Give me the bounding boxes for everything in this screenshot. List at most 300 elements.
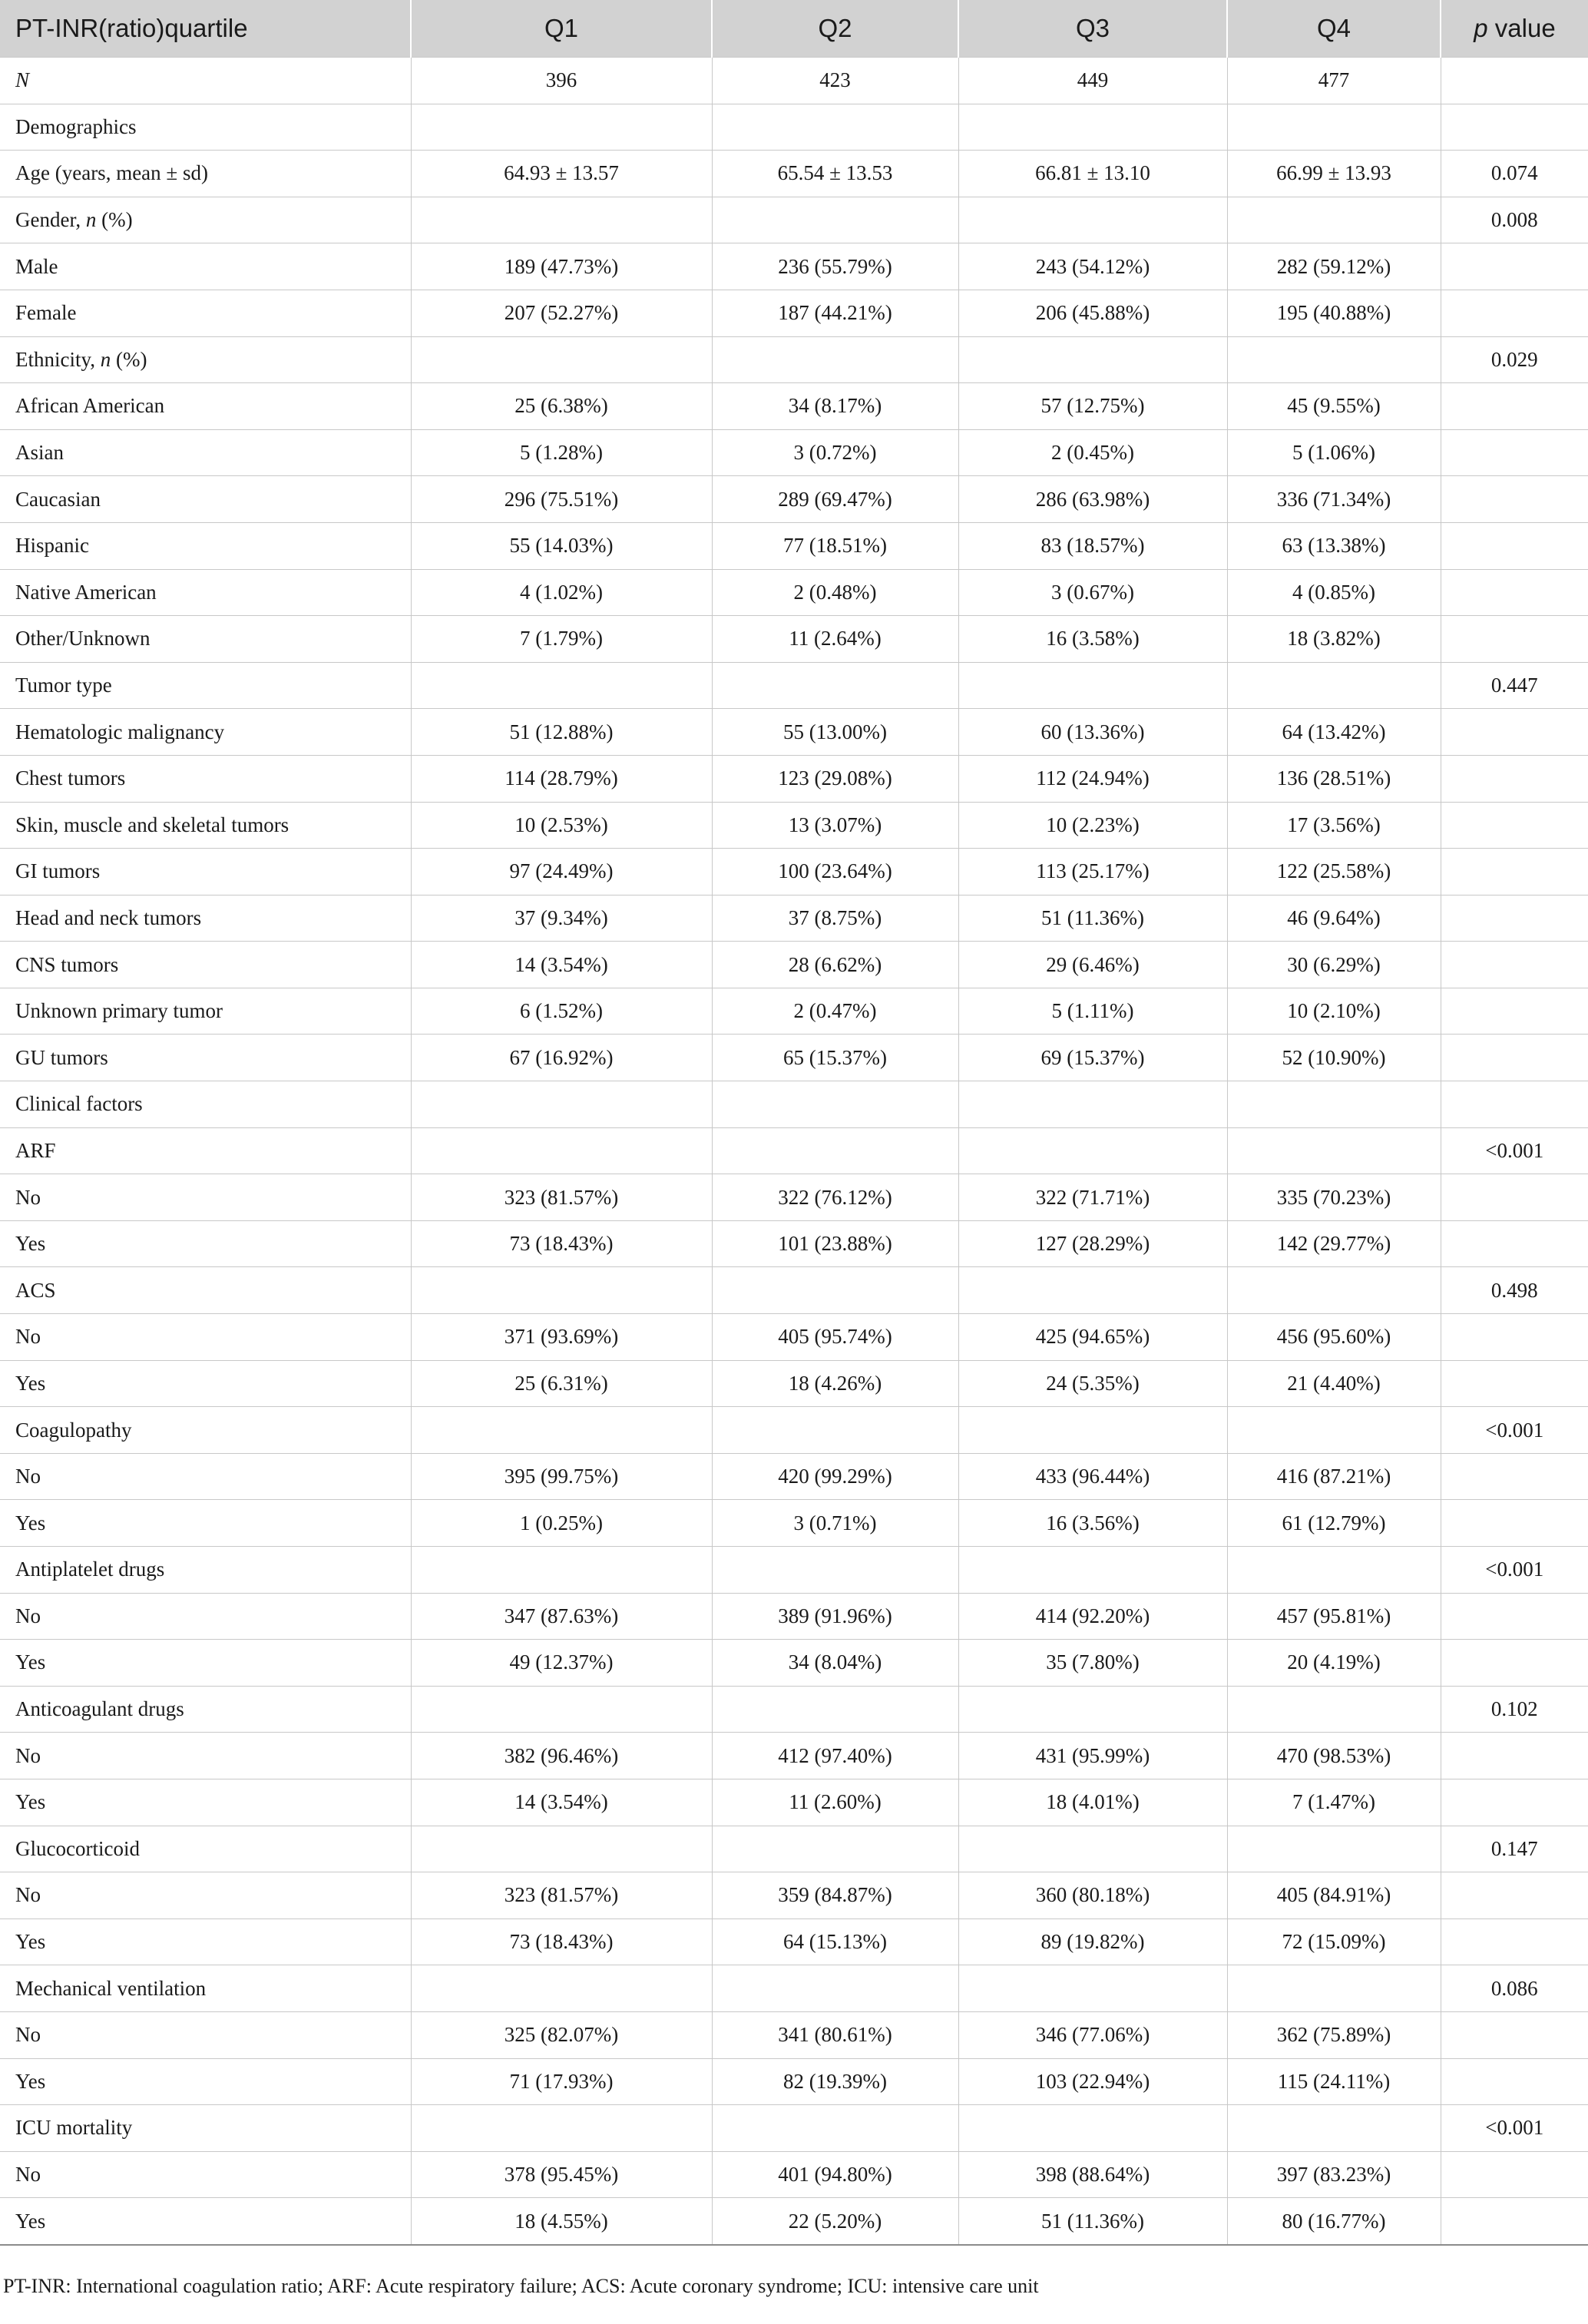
cell-q2: 65.54 ± 13.53 bbox=[712, 151, 958, 197]
cell-q3: 83 (18.57%) bbox=[958, 522, 1227, 569]
row-label: Coagulopathy bbox=[0, 1407, 411, 1454]
table-row bbox=[0, 243, 1588, 290]
table-header-row bbox=[0, 0, 1588, 58]
row-label: No bbox=[0, 1872, 411, 1919]
cell-q2: 2 (0.47%) bbox=[712, 988, 958, 1035]
table-row bbox=[0, 709, 1588, 756]
cell-q1: 207 (52.27%) bbox=[411, 290, 712, 336]
cell-q1: 114 (28.79%) bbox=[411, 755, 712, 802]
table-row bbox=[0, 476, 1588, 523]
cell-p-value bbox=[1441, 2011, 1588, 2058]
cell-q1: 382 (96.46%) bbox=[411, 1733, 712, 1779]
cell-q2: 405 (95.74%) bbox=[712, 1314, 958, 1361]
cell-p-value bbox=[1441, 1593, 1588, 1640]
cell-p-value bbox=[1441, 942, 1588, 988]
row-label: Yes bbox=[0, 1640, 411, 1687]
header-q1: Q1 bbox=[411, 0, 712, 58]
cell-q1: 10 (2.53%) bbox=[411, 802, 712, 849]
cell-q3 bbox=[958, 1826, 1227, 1872]
cell-q3: 51 (11.36%) bbox=[958, 2198, 1227, 2245]
row-label: Glucocorticoid bbox=[0, 1826, 411, 1872]
cell-p-value bbox=[1441, 2058, 1588, 2105]
cell-q3: 127 (28.29%) bbox=[958, 1220, 1227, 1267]
cell-q3 bbox=[958, 2105, 1227, 2152]
cell-q2 bbox=[712, 1081, 958, 1128]
cell-p-value bbox=[1441, 243, 1588, 290]
row-label: Clinical factors bbox=[0, 1081, 411, 1128]
cell-q4: 336 (71.34%) bbox=[1227, 476, 1441, 523]
table-row bbox=[0, 1640, 1588, 1687]
cell-p-value: <0.001 bbox=[1441, 2105, 1588, 2152]
cell-p-value bbox=[1441, 849, 1588, 896]
cell-q2: 34 (8.04%) bbox=[712, 1640, 958, 1687]
cell-q2 bbox=[712, 1127, 958, 1174]
table-row bbox=[0, 1453, 1588, 1500]
cell-q1: 189 (47.73%) bbox=[411, 243, 712, 290]
cell-p-value bbox=[1441, 1360, 1588, 1407]
row-label: No bbox=[0, 2011, 411, 2058]
table-row bbox=[0, 2105, 1588, 2152]
cell-q2: 11 (2.60%) bbox=[712, 1779, 958, 1826]
cell-p-value: 0.147 bbox=[1441, 1826, 1588, 1872]
cell-q2: 18 (4.26%) bbox=[712, 1360, 958, 1407]
cell-p-value: <0.001 bbox=[1441, 1127, 1588, 1174]
cell-q2: 101 (23.88%) bbox=[712, 1220, 958, 1267]
table-row bbox=[0, 2151, 1588, 2198]
cell-q4: 477 bbox=[1227, 58, 1441, 104]
cell-q3 bbox=[958, 1965, 1227, 2012]
row-label: N bbox=[0, 58, 411, 104]
cell-q1: 5 (1.28%) bbox=[411, 429, 712, 476]
cell-q2 bbox=[712, 1826, 958, 1872]
row-label: No bbox=[0, 2151, 411, 2198]
cell-q2: 423 bbox=[712, 58, 958, 104]
cell-q1: 347 (87.63%) bbox=[411, 1593, 712, 1640]
cell-q2: 3 (0.72%) bbox=[712, 429, 958, 476]
row-label: Hispanic bbox=[0, 522, 411, 569]
cell-q1: 49 (12.37%) bbox=[411, 1640, 712, 1687]
table-row bbox=[0, 988, 1588, 1035]
row-label: Male bbox=[0, 243, 411, 290]
cell-q2: 322 (76.12%) bbox=[712, 1174, 958, 1221]
row-label: Anticoagulant drugs bbox=[0, 1686, 411, 1733]
cell-q4: 45 (9.55%) bbox=[1227, 383, 1441, 430]
cell-q4: 282 (59.12%) bbox=[1227, 243, 1441, 290]
cell-q2: 389 (91.96%) bbox=[712, 1593, 958, 1640]
cell-q1 bbox=[411, 1127, 712, 1174]
cell-q2: 187 (44.21%) bbox=[712, 290, 958, 336]
cell-p-value: 0.102 bbox=[1441, 1686, 1588, 1733]
cell-q4 bbox=[1227, 1081, 1441, 1128]
cell-p-value: 0.008 bbox=[1441, 197, 1588, 243]
table-row bbox=[0, 1965, 1588, 2012]
table-row bbox=[0, 1500, 1588, 1547]
table-row bbox=[0, 197, 1588, 243]
cell-q4: 61 (12.79%) bbox=[1227, 1500, 1441, 1547]
table-row bbox=[0, 2198, 1588, 2245]
cell-q2 bbox=[712, 662, 958, 709]
cell-q2: 34 (8.17%) bbox=[712, 383, 958, 430]
cell-q1 bbox=[411, 1267, 712, 1314]
cell-p-value bbox=[1441, 1220, 1588, 1267]
table-row bbox=[0, 1174, 1588, 1221]
table-row bbox=[0, 336, 1588, 383]
cell-p-value bbox=[1441, 616, 1588, 663]
cell-q3: 5 (1.11%) bbox=[958, 988, 1227, 1035]
cell-q1 bbox=[411, 1081, 712, 1128]
table-row bbox=[0, 1267, 1588, 1314]
cell-q3: 10 (2.23%) bbox=[958, 802, 1227, 849]
row-label: Yes bbox=[0, 1500, 411, 1547]
row-label: Hematologic malignancy bbox=[0, 709, 411, 756]
row-label-italic: n bbox=[85, 208, 97, 232]
cell-q1: 51 (12.88%) bbox=[411, 709, 712, 756]
table-row bbox=[0, 942, 1588, 988]
cell-q1: 25 (6.31%) bbox=[411, 1360, 712, 1407]
cell-q2: 2 (0.48%) bbox=[712, 569, 958, 616]
cell-q1: 323 (81.57%) bbox=[411, 1174, 712, 1221]
cell-q3: 57 (12.75%) bbox=[958, 383, 1227, 430]
cell-q4: 30 (6.29%) bbox=[1227, 942, 1441, 988]
cell-q2 bbox=[712, 197, 958, 243]
table-row bbox=[0, 1826, 1588, 1872]
cell-q3: 69 (15.37%) bbox=[958, 1035, 1227, 1081]
cell-q2: 236 (55.79%) bbox=[712, 243, 958, 290]
table-row bbox=[0, 522, 1588, 569]
cell-p-value bbox=[1441, 1081, 1588, 1128]
cell-p-value: 0.074 bbox=[1441, 151, 1588, 197]
table-row bbox=[0, 1407, 1588, 1454]
row-label: Skin, muscle and skeletal tumors bbox=[0, 802, 411, 849]
cell-q3 bbox=[958, 197, 1227, 243]
cell-q4: 63 (13.38%) bbox=[1227, 522, 1441, 569]
row-label: Asian bbox=[0, 429, 411, 476]
cell-q3: 89 (19.82%) bbox=[958, 1918, 1227, 1965]
cell-q1: 396 bbox=[411, 58, 712, 104]
table-row bbox=[0, 1872, 1588, 1919]
cell-q4: 115 (24.11%) bbox=[1227, 2058, 1441, 2105]
cell-q3 bbox=[958, 1547, 1227, 1594]
cell-q1: 325 (82.07%) bbox=[411, 2011, 712, 2058]
cell-q2 bbox=[712, 2105, 958, 2152]
table-row bbox=[0, 1686, 1588, 1733]
cell-q1 bbox=[411, 1826, 712, 1872]
cell-q1: 71 (17.93%) bbox=[411, 2058, 712, 2105]
cell-q2: 341 (80.61%) bbox=[712, 2011, 958, 2058]
row-label: African American bbox=[0, 383, 411, 430]
cell-q4: 142 (29.77%) bbox=[1227, 1220, 1441, 1267]
table-row bbox=[0, 1081, 1588, 1128]
table-row bbox=[0, 1593, 1588, 1640]
cell-q2: 55 (13.00%) bbox=[712, 709, 958, 756]
cell-q3: 18 (4.01%) bbox=[958, 1779, 1227, 1826]
table-row bbox=[0, 1314, 1588, 1361]
cell-q3: 24 (5.35%) bbox=[958, 1360, 1227, 1407]
cell-q4: 195 (40.88%) bbox=[1227, 290, 1441, 336]
row-label: Unknown primary tumor bbox=[0, 988, 411, 1035]
cell-q4: 66.99 ± 13.93 bbox=[1227, 151, 1441, 197]
table-row bbox=[0, 662, 1588, 709]
cell-q4 bbox=[1227, 1826, 1441, 1872]
row-label: GU tumors bbox=[0, 1035, 411, 1081]
row-label: No bbox=[0, 1314, 411, 1361]
cell-q4 bbox=[1227, 1127, 1441, 1174]
table-row bbox=[0, 1779, 1588, 1826]
row-label: Chest tumors bbox=[0, 755, 411, 802]
row-label: Yes bbox=[0, 2058, 411, 2105]
cell-q3: 51 (11.36%) bbox=[958, 895, 1227, 942]
row-label: Native American bbox=[0, 569, 411, 616]
cell-q3: 286 (63.98%) bbox=[958, 476, 1227, 523]
cell-q4: 52 (10.90%) bbox=[1227, 1035, 1441, 1081]
cell-q1 bbox=[411, 2105, 712, 2152]
cell-q2 bbox=[712, 104, 958, 151]
cell-q1 bbox=[411, 1686, 712, 1733]
cell-p-value bbox=[1441, 1314, 1588, 1361]
cell-p-value bbox=[1441, 522, 1588, 569]
cell-q4: 72 (15.09%) bbox=[1227, 1918, 1441, 1965]
row-label: Antiplatelet drugs bbox=[0, 1547, 411, 1594]
cell-q3: 414 (92.20%) bbox=[958, 1593, 1227, 1640]
cell-p-value: <0.001 bbox=[1441, 1547, 1588, 1594]
cell-q2: 13 (3.07%) bbox=[712, 802, 958, 849]
cell-q3: 398 (88.64%) bbox=[958, 2151, 1227, 2198]
cell-q4: 470 (98.53%) bbox=[1227, 1733, 1441, 1779]
table-row bbox=[0, 802, 1588, 849]
cell-q4: 17 (3.56%) bbox=[1227, 802, 1441, 849]
cell-q1: 6 (1.52%) bbox=[411, 988, 712, 1035]
row-label: No bbox=[0, 1593, 411, 1640]
cell-p-value bbox=[1441, 290, 1588, 336]
table-row bbox=[0, 383, 1588, 430]
table-row bbox=[0, 616, 1588, 663]
table-row bbox=[0, 1035, 1588, 1081]
cell-q3: 243 (54.12%) bbox=[958, 243, 1227, 290]
cell-p-value bbox=[1441, 1035, 1588, 1081]
cell-q3: 425 (94.65%) bbox=[958, 1314, 1227, 1361]
table-row bbox=[0, 849, 1588, 896]
table-row bbox=[0, 104, 1588, 151]
cell-q4: 80 (16.77%) bbox=[1227, 2198, 1441, 2245]
cell-p-value bbox=[1441, 1500, 1588, 1547]
cell-q2: 37 (8.75%) bbox=[712, 895, 958, 942]
row-label: Demographics bbox=[0, 104, 411, 151]
cell-p-value bbox=[1441, 569, 1588, 616]
row-label: Yes bbox=[0, 1918, 411, 1965]
cell-q4 bbox=[1227, 662, 1441, 709]
cell-p-value bbox=[1441, 1872, 1588, 1919]
header-p-value bbox=[1441, 0, 1588, 58]
row-label: No bbox=[0, 1733, 411, 1779]
cell-q3: 3 (0.67%) bbox=[958, 569, 1227, 616]
header-variable: PT-INR(ratio)quartile bbox=[0, 0, 411, 58]
row-label: Mechanical ventilation bbox=[0, 1965, 411, 2012]
cell-q4: 20 (4.19%) bbox=[1227, 1640, 1441, 1687]
cell-q2 bbox=[712, 1267, 958, 1314]
cell-p-value bbox=[1441, 1640, 1588, 1687]
table-row bbox=[0, 2011, 1588, 2058]
cell-q2: 65 (15.37%) bbox=[712, 1035, 958, 1081]
cell-q1: 73 (18.43%) bbox=[411, 1918, 712, 1965]
cell-q3: 449 bbox=[958, 58, 1227, 104]
table-row bbox=[0, 1127, 1588, 1174]
row-label: CNS tumors bbox=[0, 942, 411, 988]
cell-q4 bbox=[1227, 2105, 1441, 2152]
cell-q3 bbox=[958, 662, 1227, 709]
cell-q1: 97 (24.49%) bbox=[411, 849, 712, 896]
cell-q4: 10 (2.10%) bbox=[1227, 988, 1441, 1035]
row-label: Age (years, mean ± sd) bbox=[0, 151, 411, 197]
cell-p-value bbox=[1441, 58, 1588, 104]
row-label: ICU mortality bbox=[0, 2105, 411, 2152]
cell-q3 bbox=[958, 336, 1227, 383]
cell-q3: 60 (13.36%) bbox=[958, 709, 1227, 756]
cell-q4 bbox=[1227, 104, 1441, 151]
cell-q3: 322 (71.71%) bbox=[958, 1174, 1227, 1221]
cell-q3 bbox=[958, 1686, 1227, 1733]
cell-q1: 14 (3.54%) bbox=[411, 942, 712, 988]
cell-q3: 113 (25.17%) bbox=[958, 849, 1227, 896]
cell-q1 bbox=[411, 662, 712, 709]
cell-q4: 21 (4.40%) bbox=[1227, 1360, 1441, 1407]
cell-p-value bbox=[1441, 383, 1588, 430]
row-label bbox=[0, 336, 411, 383]
cell-q4: 122 (25.58%) bbox=[1227, 849, 1441, 896]
cell-q4 bbox=[1227, 197, 1441, 243]
table-row bbox=[0, 58, 1588, 104]
row-label: ARF bbox=[0, 1127, 411, 1174]
cell-q1: 4 (1.02%) bbox=[411, 569, 712, 616]
cell-q2: 11 (2.64%) bbox=[712, 616, 958, 663]
cell-q4: 136 (28.51%) bbox=[1227, 755, 1441, 802]
cell-q1: 323 (81.57%) bbox=[411, 1872, 712, 1919]
cell-q1: 14 (3.54%) bbox=[411, 1779, 712, 1826]
header-q4: Q4 bbox=[1227, 0, 1441, 58]
cell-q2: 82 (19.39%) bbox=[712, 2058, 958, 2105]
row-label: Yes bbox=[0, 1779, 411, 1826]
cell-q3: 66.81 ± 13.10 bbox=[958, 151, 1227, 197]
cell-q3 bbox=[958, 1081, 1227, 1128]
row-label: No bbox=[0, 1174, 411, 1221]
cell-q4 bbox=[1227, 336, 1441, 383]
row-label: Tumor type bbox=[0, 662, 411, 709]
cell-q2 bbox=[712, 1686, 958, 1733]
cell-q1: 395 (99.75%) bbox=[411, 1453, 712, 1500]
table-row bbox=[0, 290, 1588, 336]
cell-q2: 401 (94.80%) bbox=[712, 2151, 958, 2198]
cell-q1 bbox=[411, 1547, 712, 1594]
row-label-prefix: Gender, bbox=[15, 208, 86, 232]
row-label: No bbox=[0, 1453, 411, 1500]
table-body bbox=[0, 58, 1588, 2245]
table-row bbox=[0, 2058, 1588, 2105]
cell-p-value bbox=[1441, 1779, 1588, 1826]
row-label-suffix: (%) bbox=[111, 347, 147, 371]
cell-q3: 433 (96.44%) bbox=[958, 1453, 1227, 1500]
cell-p-value: <0.001 bbox=[1441, 1407, 1588, 1454]
cell-q3: 16 (3.58%) bbox=[958, 616, 1227, 663]
cell-q3: 2 (0.45%) bbox=[958, 429, 1227, 476]
table-row bbox=[0, 1733, 1588, 1779]
cell-q4 bbox=[1227, 1686, 1441, 1733]
row-label: ACS bbox=[0, 1267, 411, 1314]
cell-p-value bbox=[1441, 476, 1588, 523]
cell-p-value bbox=[1441, 2198, 1588, 2245]
cell-q4 bbox=[1227, 1965, 1441, 2012]
cell-q4: 18 (3.82%) bbox=[1227, 616, 1441, 663]
cell-p-value bbox=[1441, 1918, 1588, 1965]
cell-q4 bbox=[1227, 1267, 1441, 1314]
row-label-italic: n bbox=[100, 347, 111, 371]
header-q3: Q3 bbox=[958, 0, 1227, 58]
cell-q1: 37 (9.34%) bbox=[411, 895, 712, 942]
cell-q3: 16 (3.56%) bbox=[958, 1500, 1227, 1547]
cell-q4: 4 (0.85%) bbox=[1227, 569, 1441, 616]
cell-q1 bbox=[411, 1965, 712, 2012]
cell-q4 bbox=[1227, 1547, 1441, 1594]
row-label: Caucasian bbox=[0, 476, 411, 523]
cell-q2 bbox=[712, 1965, 958, 2012]
cell-q2: 420 (99.29%) bbox=[712, 1453, 958, 1500]
table-row bbox=[0, 569, 1588, 616]
table-row bbox=[0, 895, 1588, 942]
cell-p-value bbox=[1441, 2151, 1588, 2198]
row-label-prefix: Ethnicity, bbox=[15, 347, 101, 371]
cell-q3: 431 (95.99%) bbox=[958, 1733, 1227, 1779]
cell-q4 bbox=[1227, 1407, 1441, 1454]
row-label: Female bbox=[0, 290, 411, 336]
cell-p-value bbox=[1441, 429, 1588, 476]
table-row bbox=[0, 429, 1588, 476]
cell-q2: 123 (29.08%) bbox=[712, 755, 958, 802]
cell-q2: 100 (23.64%) bbox=[712, 849, 958, 896]
row-label: GI tumors bbox=[0, 849, 411, 896]
cell-q1: 1 (0.25%) bbox=[411, 1500, 712, 1547]
cell-q2: 77 (18.51%) bbox=[712, 522, 958, 569]
cell-q2: 22 (5.20%) bbox=[712, 2198, 958, 2245]
table-footnote: PT-INR: International coagulation ratio; ARF: Acute respiratory failure; ACS: Acute coronary syndrome; ICU: intensive care unit bbox=[3, 2275, 1039, 2297]
cell-q2: 412 (97.40%) bbox=[712, 1733, 958, 1779]
cell-p-value bbox=[1441, 104, 1588, 151]
cell-q4: 5 (1.06%) bbox=[1227, 429, 1441, 476]
cell-q1: 7 (1.79%) bbox=[411, 616, 712, 663]
table-row bbox=[0, 1918, 1588, 1965]
cell-p-value bbox=[1441, 895, 1588, 942]
row-label bbox=[0, 197, 411, 243]
table-row bbox=[0, 1360, 1588, 1407]
cell-q1: 18 (4.55%) bbox=[411, 2198, 712, 2245]
cell-q3 bbox=[958, 1127, 1227, 1174]
cell-q3: 360 (80.18%) bbox=[958, 1872, 1227, 1919]
cell-q4: 335 (70.23%) bbox=[1227, 1174, 1441, 1221]
cell-q1: 67 (16.92%) bbox=[411, 1035, 712, 1081]
cell-q4: 46 (9.64%) bbox=[1227, 895, 1441, 942]
cell-q3: 346 (77.06%) bbox=[958, 2011, 1227, 2058]
cell-q1 bbox=[411, 336, 712, 383]
cell-q1: 296 (75.51%) bbox=[411, 476, 712, 523]
cell-q4: 416 (87.21%) bbox=[1227, 1453, 1441, 1500]
header-p-rest: value bbox=[1487, 14, 1556, 42]
cell-q1: 73 (18.43%) bbox=[411, 1220, 712, 1267]
row-label: Other/Unknown bbox=[0, 616, 411, 663]
cell-q2: 359 (84.87%) bbox=[712, 1872, 958, 1919]
row-label: Yes bbox=[0, 1220, 411, 1267]
cell-p-value: 0.498 bbox=[1441, 1267, 1588, 1314]
cell-q1: 25 (6.38%) bbox=[411, 383, 712, 430]
cell-q2: 64 (15.13%) bbox=[712, 1918, 958, 1965]
header-p-italic: p bbox=[1474, 14, 1488, 42]
cell-q2: 28 (6.62%) bbox=[712, 942, 958, 988]
